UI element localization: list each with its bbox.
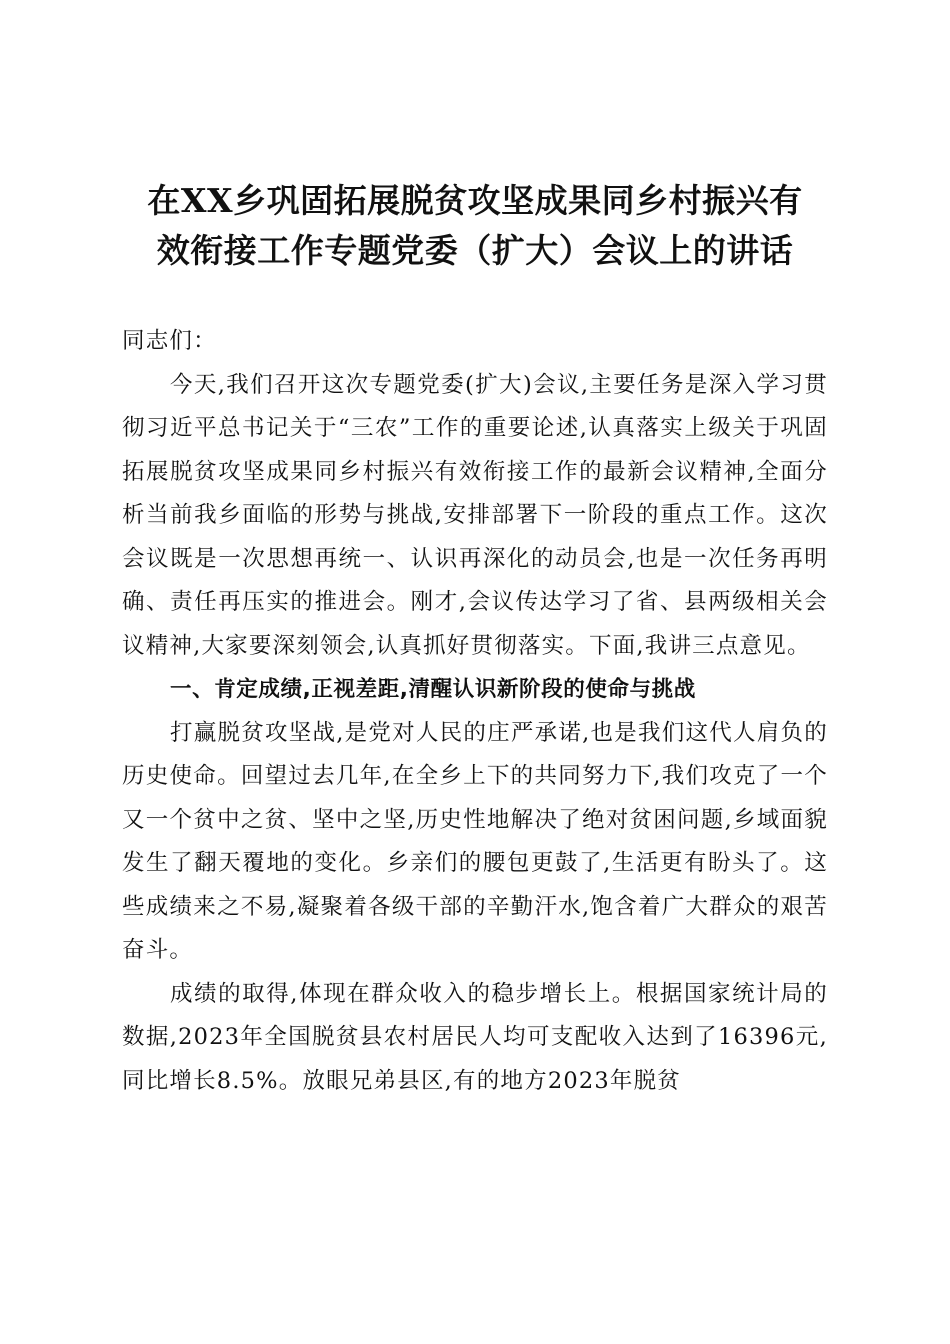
document-body: [122, 320, 828, 1103]
paragraph-income: 成绩的取得,体现在群众收入的稳步增长上。根据国家统计局的数据,2023年全国脱贫县农村居民人均可支配收入达到了16396元,同比增长8.5%。放眼兄弟县区,有的地方2023年脱贫: [122, 980, 828, 1094]
paragraph-opening: 今天,我们召开这次专题党委(扩大)会议,主要任务是深入学习贯彻习近平总书记关于“三农”工作的重要论述,认真落实上级关于巩固拓展脱贫攻坚成果同乡村振兴有效衔接工作的最新会议精神,全面分析当前我乡面临的形势与挑战,安排部署下一阶段的重点工作。这次会议既是一次思想再统一、认识再深化的动员会,也是一次任务再明确、责任再压实的推进会。刚才,会议传达学习了省、县两级相关会议精神,大家要深刻领会,认真抓好贯彻落实。下面,我讲三点意见。: [122, 371, 828, 659]
title-line-1: 在XX乡巩固拓展脱贫攻坚成果同乡村振兴有: [147, 181, 803, 220]
document-title: [100, 176, 850, 276]
title-line-2: 效衔接工作专题党委（扩大）会议上的讲话: [156, 231, 794, 270]
paragraph-achievements: 打赢脱贫攻坚战,是党对人民的庄严承诺,也是我们这代人肩负的历史使命。回望过去几年,在全乡上下的共同努力下,我们攻克了一个又一个贫中之贫、坚中之坚,历史性地解决了绝对贫困问题,乡域面貌发生了翻天覆地的变化。乡亲们的腰包更鼓了,生活更有盼头了。这些成绩来之不易,凝聚着各级干部的辛勤汗水,饱含着广大群众的艰苦奋斗。: [122, 719, 828, 963]
salutation: 同志们：: [122, 328, 217, 354]
section-heading-1: 一、肯定成绩,正视差距,清醒认识新阶段的使命与挑战: [170, 677, 696, 702]
